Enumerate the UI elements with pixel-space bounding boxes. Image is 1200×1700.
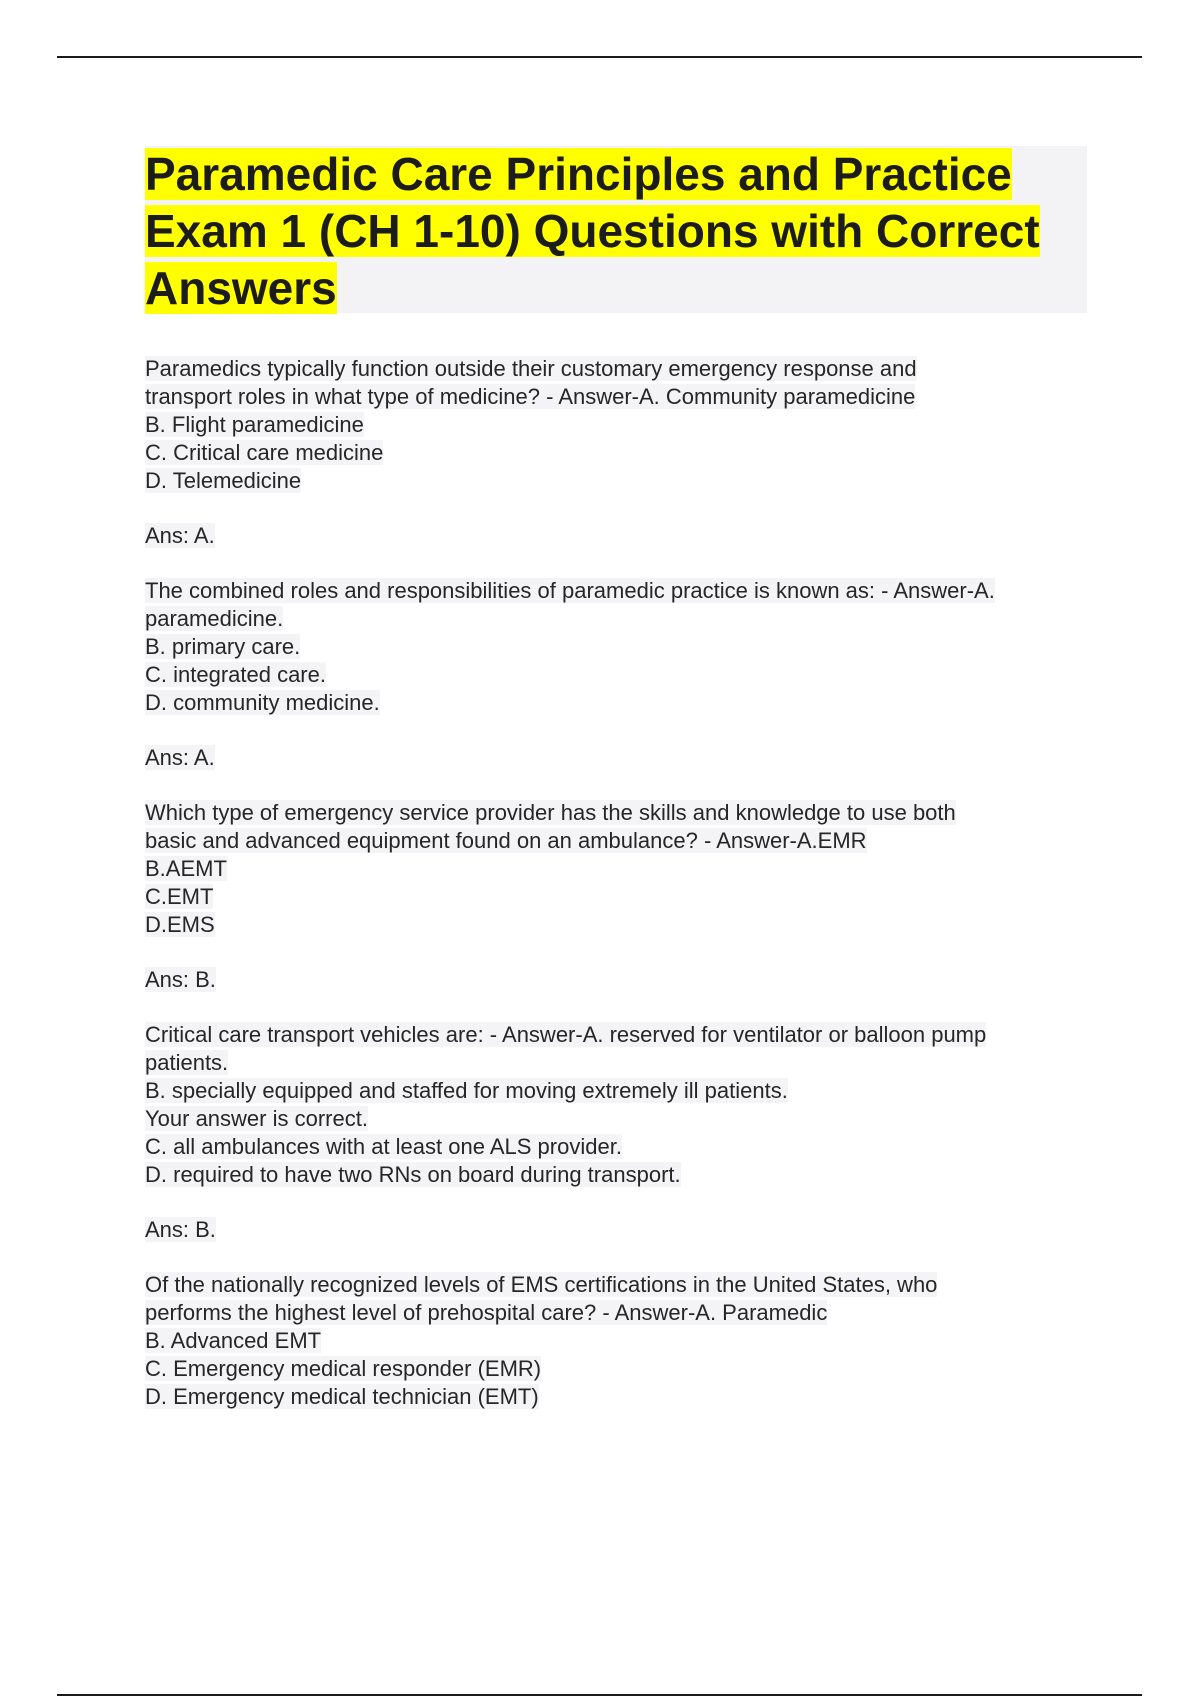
option-c: C.EMT — [145, 884, 214, 909]
question-line: performs the highest level of prehospital care? - Answer-A. Paramedic — [145, 1300, 828, 1325]
option-d: D. community medicine. — [145, 690, 380, 715]
top-rule — [57, 56, 1142, 58]
option-b: B. primary care. — [145, 634, 301, 659]
option-d: D. required to have two RNs on board during transport. — [145, 1162, 681, 1187]
feedback-line: Your answer is correct. — [145, 1106, 368, 1131]
question-line: transport roles in what type of medicine? - Answer-A. Community paramedicine — [145, 384, 916, 409]
question-line: Of the nationally recognized levels of EMS certifications in the United States, who — [145, 1272, 938, 1297]
question-line: patients. — [145, 1050, 229, 1075]
option-c: C. all ambulances with at least one ALS provider. — [145, 1134, 622, 1159]
option-c: C. Emergency medical responder (EMR) — [145, 1356, 542, 1381]
question-line: paramedicine. — [145, 606, 284, 631]
question-4 — [145, 1021, 1105, 1244]
document-title — [145, 146, 1090, 317]
question-3 — [145, 799, 1105, 994]
answer-line: Ans: B. — [145, 967, 216, 992]
option-c: C. Critical care medicine — [145, 440, 384, 465]
answer-line: Ans: A. — [145, 523, 215, 548]
bottom-rule — [57, 1694, 1142, 1696]
question-1 — [145, 355, 1105, 550]
question-5 — [145, 1271, 1105, 1411]
option-b: B.AEMT — [145, 856, 227, 881]
question-2 — [145, 577, 1105, 772]
title-line-3: Answers — [145, 262, 337, 314]
option-b: B. Flight paramedicine — [145, 412, 364, 437]
question-line: The combined roles and responsibilities of paramedic practice is known as: - Answer-A. — [145, 578, 995, 603]
question-line: basic and advanced equipment found on an ambulance? - Answer-A.EMR — [145, 828, 867, 853]
option-d: D. Telemedicine — [145, 468, 302, 493]
questions-list — [145, 355, 1105, 1438]
question-line: Which type of emergency service provider has the skills and knowledge to use both — [145, 800, 956, 825]
answer-line: Ans: B. — [145, 1217, 216, 1242]
option-c: C. integrated care. — [145, 662, 326, 687]
option-b: B. Advanced EMT — [145, 1328, 322, 1353]
title-line-1: Paramedic Care Principles and Practice — [145, 148, 1012, 200]
answer-line: Ans: A. — [145, 745, 215, 770]
title-line-2: Exam 1 (CH 1-10) Questions with Correct — [145, 205, 1040, 257]
option-b: B. specially equipped and staffed for moving extremely ill patients. — [145, 1078, 788, 1103]
option-d: D.EMS — [145, 912, 215, 937]
question-line: Paramedics typically function outside their customary emergency response and — [145, 356, 917, 381]
option-d: D. Emergency medical technician (EMT) — [145, 1384, 539, 1409]
question-line: Critical care transport vehicles are: - Answer-A. reserved for ventilator or balloon pump — [145, 1022, 987, 1047]
